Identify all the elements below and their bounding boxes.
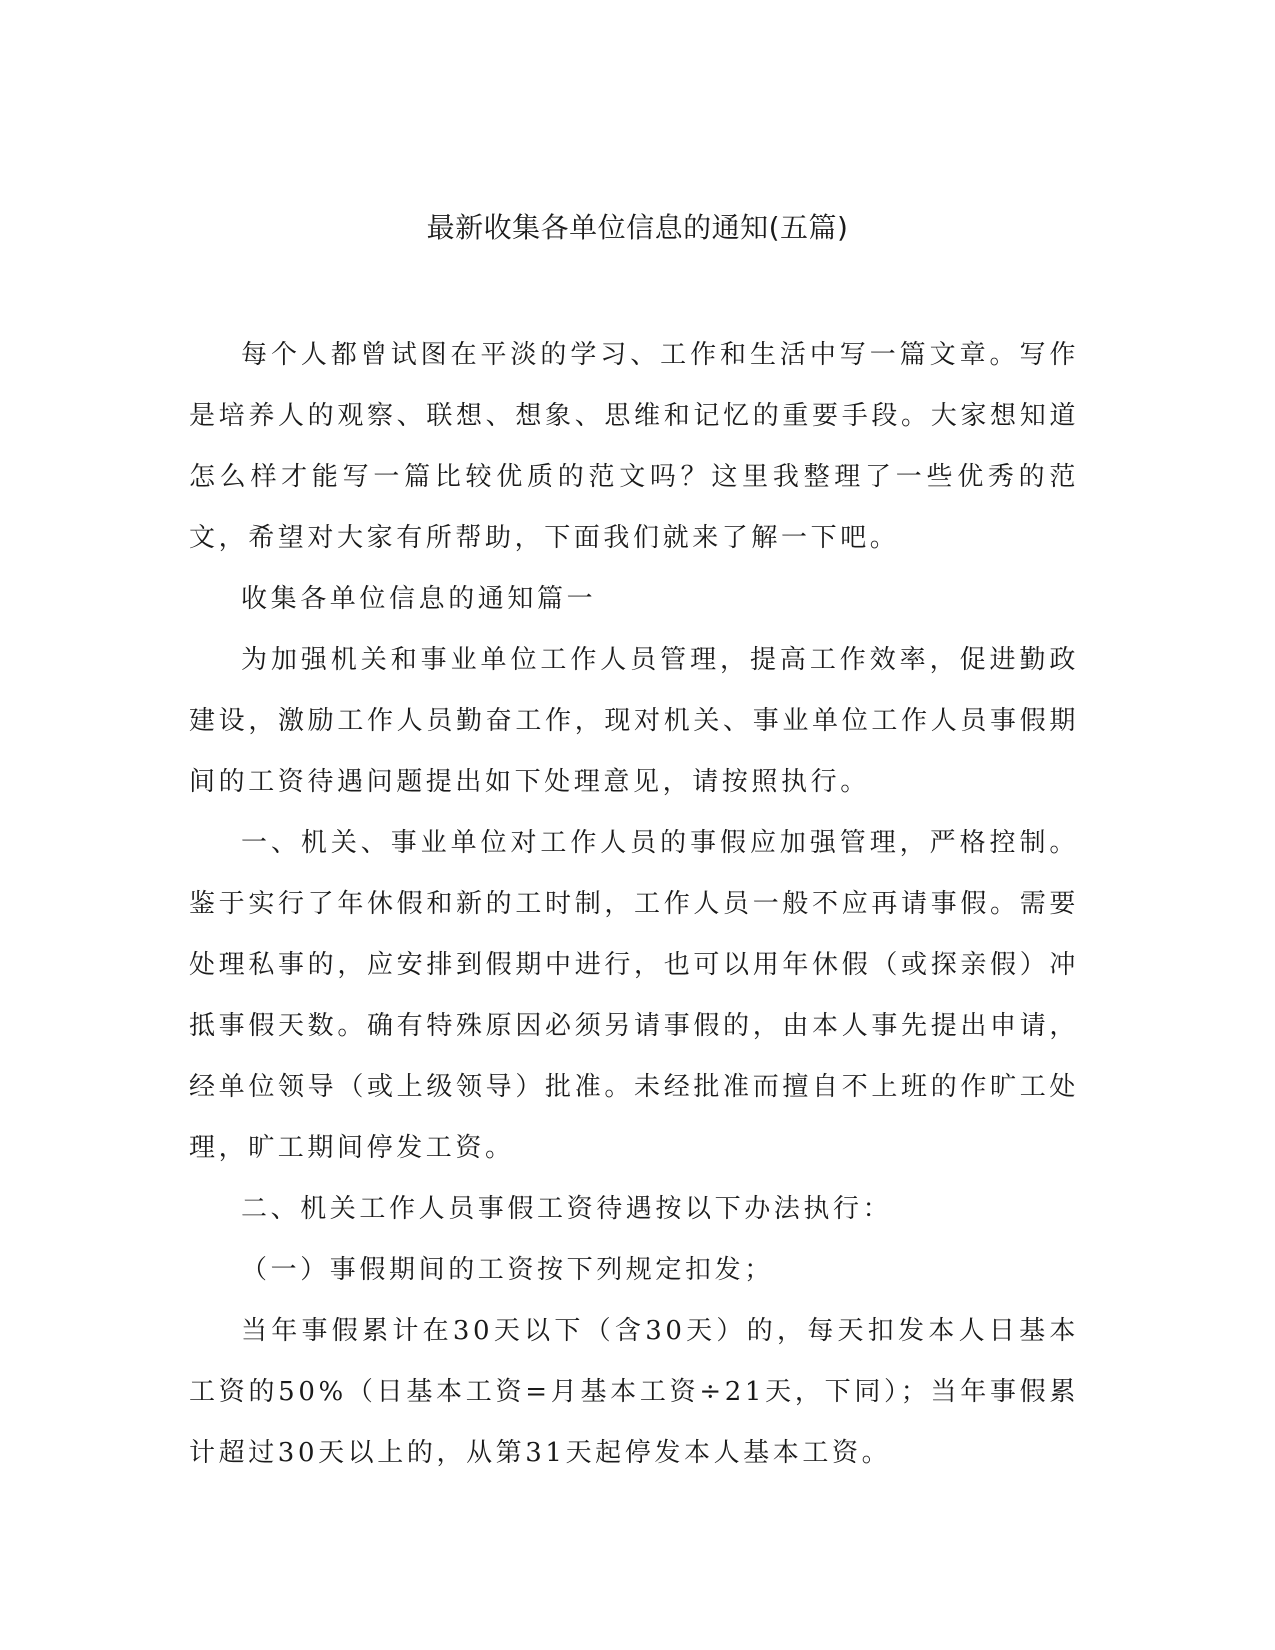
body-paragraph: 一、机关、事业单位对工作人员的事假应加强管理，严格控制。鉴于实行了年休假和新的工时制，工作人员一般不应再请事假。需要处理私事的，应安排到假期中进行，也可以用年休假（或探亲假）冲抵事假天数。确有特殊原因必须另请事假的，由本人事先提出申请，经单位领导（或上级领导）批准。未经批准而擅自不上班的作旷工处理，旷工期间停发工资。	[189, 828, 1079, 1163]
body-paragraph: 二、机关工作人员事假工资待遇按以下办法执行：	[241, 1194, 893, 1224]
body-paragraph: 为加强机关和事业单位工作人员管理，提高工作效率，促进勤政建设，激励工作人员勤奋工作，现对机关、事业单位工作人员事假期间的工资待遇问题提出如下处理意见，请按照执行。	[189, 645, 1079, 797]
body-paragraph: （一）事假期间的工资按下列规定扣发；	[241, 1255, 774, 1285]
document-body	[189, 325, 1079, 1484]
document-title: 最新收集各单位信息的通知(五篇)	[426, 211, 849, 244]
intro-paragraph: 每个人都曾试图在平淡的学习、工作和生活中写一篇文章。写作是培养人的观察、联想、想象、思维和记忆的重要手段。大家想知道怎么样才能写一篇比较优质的范文吗？这里我整理了一些优秀的范文，希望对大家有所帮助，下面我们就来了解一下吧。	[189, 340, 1079, 553]
section-heading: 收集各单位信息的通知篇一	[241, 584, 597, 614]
body-paragraph: 当年事假累计在30天以下（含30天）的，每天扣发本人日基本工资的50%（日基本工资=月基本工资÷21天，下同）；当年事假累计超过30天以上的，从第31天起停发本人基本工资。	[189, 1316, 1079, 1468]
